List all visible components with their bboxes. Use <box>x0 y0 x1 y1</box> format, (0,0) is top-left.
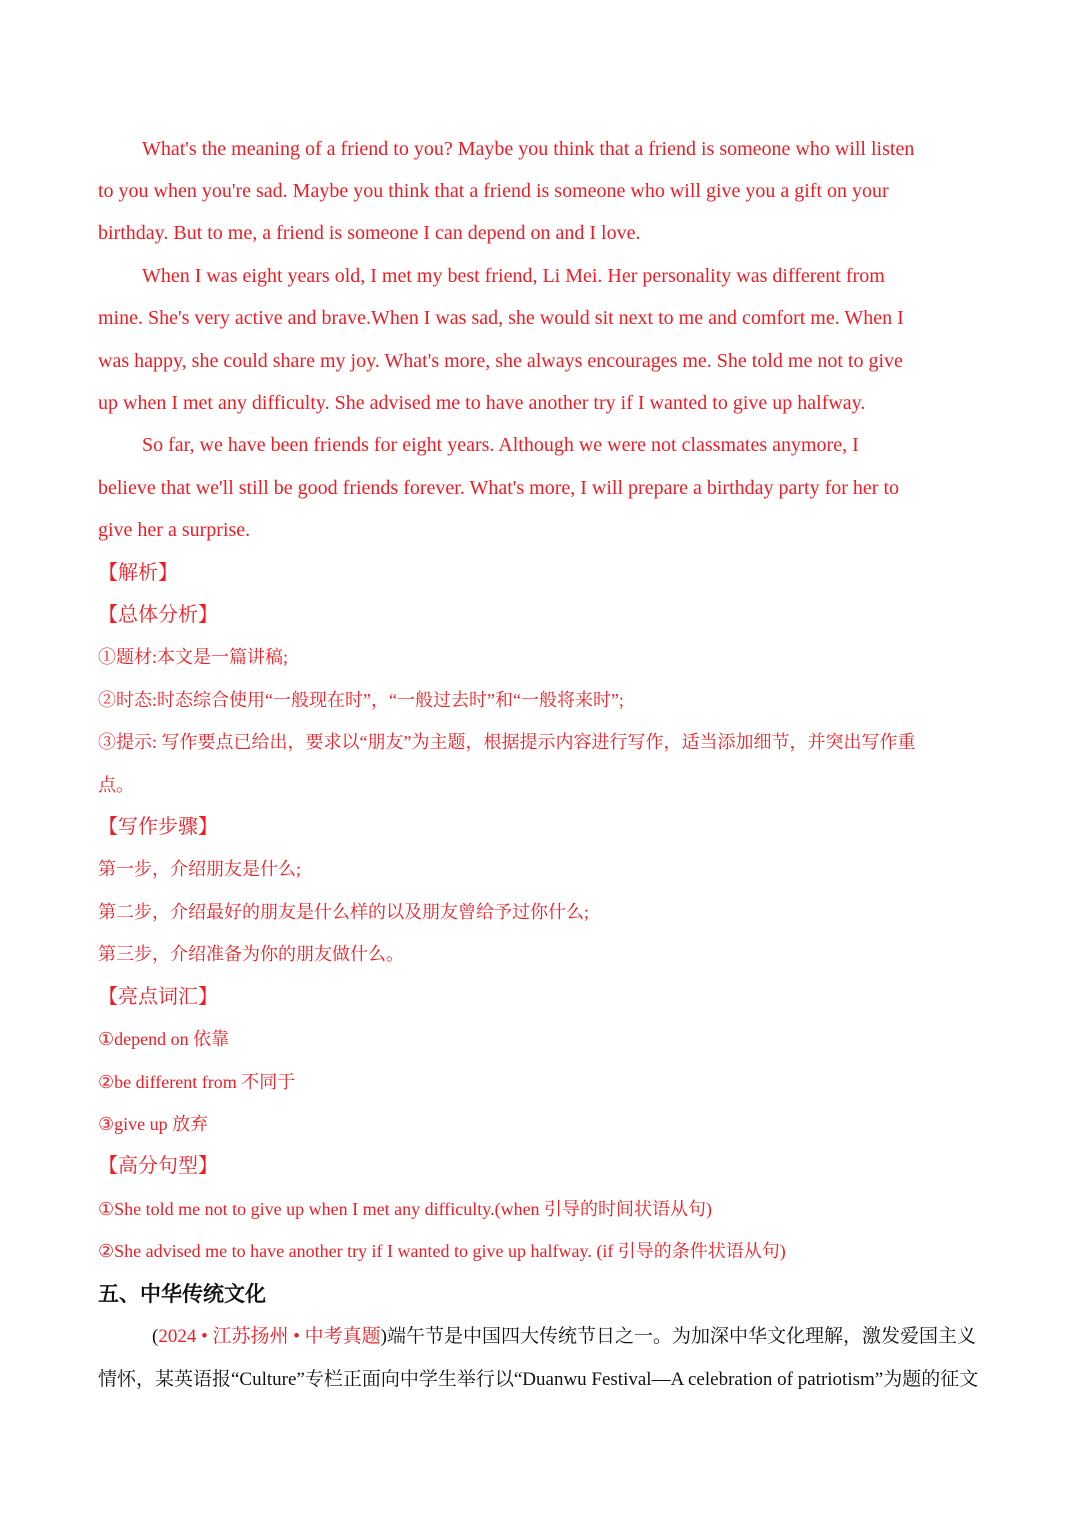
overall-item: 点。 <box>98 775 134 795</box>
question-source: 2024 • 江苏扬州 • 中考真题 <box>158 1326 381 1347</box>
essay-line: So far, we have been friends for eight years. Although we were not classmates anymore, I <box>142 434 859 456</box>
overall-analysis-title: 【总体分析】 <box>98 604 218 626</box>
sentence-item: ①She told me not to give up when I met any difficulty.(when 引导的时间状语从句) <box>98 1199 713 1219</box>
section-heading: 五、中华传统文化 <box>98 1282 266 1306</box>
vocab-title: 【亮点词汇】 <box>98 986 218 1008</box>
question-line-1 <box>98 1316 976 1358</box>
writing-step: 第一步，介绍朋友是什么; <box>98 859 301 879</box>
essay-line: mine. She's very active and brave.When I was sad, she would sit next to me and comfort me. When I <box>98 307 904 329</box>
writing-steps-title: 【写作步骤】 <box>98 816 218 838</box>
overall-item: ②时态:时态综合使用“一般现在时”，“一般过去时”和“一般将来时”; <box>98 690 624 710</box>
essay-line: What's the meaning of a friend to you? Maybe you think that a friend is someone who will listen <box>142 138 915 160</box>
overall-item: ③提示: 写作要点已给出，要求以“朋友”为主题，根据提示内容进行写作，适当添加细节，并突出写作重 <box>98 732 916 752</box>
source-close-paren: ) <box>380 1326 387 1347</box>
writing-step: 第三步，介绍准备为你的朋友做什么。 <box>98 944 404 964</box>
sentence-item: ②She advised me to have another try if I wanted to give up halfway. (if 引导的条件状语从句) <box>98 1241 786 1261</box>
vocab-item: ①depend on 依靠 <box>98 1029 230 1049</box>
vocab-item: ②be different from 不同于 <box>98 1072 296 1092</box>
essay-line: give her a surprise. <box>98 519 251 541</box>
essay-line: birthday. But to me, a friend is someone I can depend on and I love. <box>98 222 641 244</box>
essay-line: When I was eight years old, I met my best friend, Li Mei. Her personality was different from <box>142 265 885 287</box>
vocab-item: ③give up 放弃 <box>98 1114 209 1134</box>
essay-line: to you when you're sad. Maybe you think that a friend is someone who will give you a gift on your <box>98 180 889 202</box>
analysis-title: 【解析】 <box>98 562 178 584</box>
overall-item: ①题材:本文是一篇讲稿; <box>98 647 289 667</box>
source-open-paren: ( <box>152 1326 159 1347</box>
question-text: 端午节是中国四大传统节日之一。为加深中华文化理解，激发爱国主义 <box>386 1326 976 1347</box>
essay-line: believe that we'll still be good friends forever. What's more, I will prepare a birthday party for her to <box>98 477 900 499</box>
writing-step: 第二步，介绍最好的朋友是什么样的以及朋友曾给予过你什么; <box>98 902 589 922</box>
essay-line: was happy, she could share my joy. What's more, she always encourages me. She told me not to give <box>98 350 903 372</box>
question-line-2: 情怀，某英语报“Culture”专栏正面向中学生举行以“Duanwu Festival—A celebration of patriotism”为题的征文 <box>98 1369 979 1390</box>
sentence-patterns-title: 【高分句型】 <box>98 1155 218 1177</box>
essay-line: up when I met any difficulty. She advised me to have another try if I wanted to give up halfway. <box>98 392 866 414</box>
